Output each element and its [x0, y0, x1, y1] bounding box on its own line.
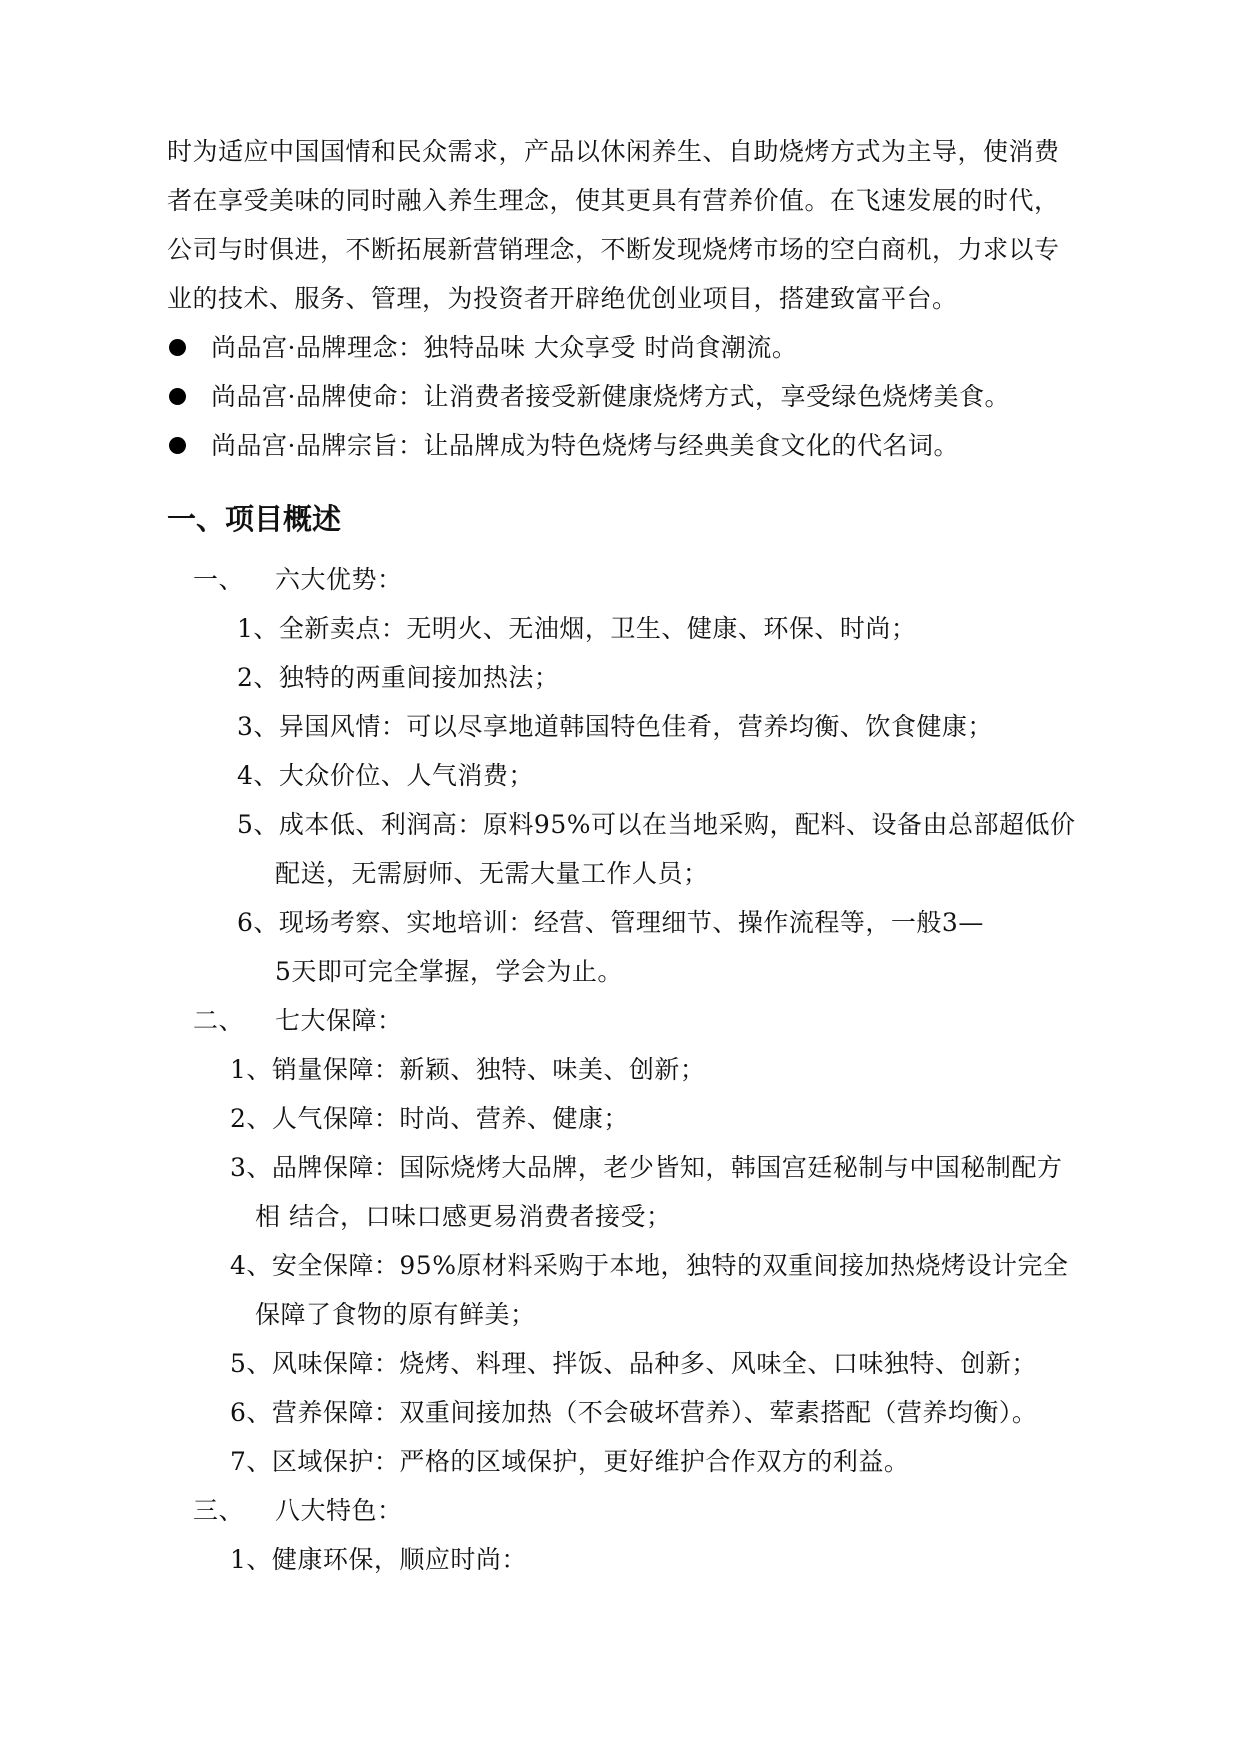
list-item: 3、异国风情：可以尽享地道韩国特色佳肴，营养均衡、饮食健康； — [237, 712, 993, 741]
list-item-continuation: 5天即可完全掌握，学会为止。 — [275, 957, 623, 986]
bullet-text: 尚品宫·品牌理念：独特品味 大众享受 时尚食潮流。 — [211, 333, 798, 362]
bullet-dot-icon — [169, 339, 186, 356]
subsection-title: 六大优势： — [275, 565, 403, 594]
bullet-text: 尚品宫·品牌使命：让消费者接受新健康烧烤方式，享受绿色烧烤美食。 — [211, 382, 1010, 411]
bullet-text: 尚品宫·品牌宗旨：让品牌成为特色烧烤与经典美食文化的代名词。 — [211, 431, 959, 460]
list-item: 3、品牌保障：国际烧烤大品牌，老少皆知，韩国宫廷秘制与中国秘制配方 — [230, 1153, 1063, 1182]
list-item-continuation: 相 结合，口味口感更易消费者接受； — [255, 1202, 672, 1231]
bullet-dot-icon — [169, 437, 186, 454]
list-item: 1、健康环保，顺应时尚： — [230, 1545, 527, 1574]
list-item: 6、现场考察、实地培训：经营、管理细节、操作流程等，一般3— — [237, 908, 984, 937]
subsection-title: 七大保障： — [275, 1006, 403, 1035]
list-item: 5、风味保障：烧烤、料理、拌饭、品种多、风味全、口味独特、创新； — [230, 1349, 1037, 1378]
subsection-number: 一、 — [193, 565, 245, 594]
list-item: 5、成本低、利润高：原料95%可以在当地采购，配料、设备由总部超低价 — [237, 810, 1076, 839]
list-item: 1、全新卖点：无明火、无油烟，卫生、健康、环保、时尚； — [237, 614, 917, 643]
list-item: 1、销量保障：新颖、独特、味美、创新； — [230, 1055, 706, 1084]
list-item-continuation: 配送，无需厨师、无需大量工作人员； — [275, 859, 709, 888]
intro-line: 业的技术、服务、管理，为投资者开辟绝优创业项目，搭建致富平台。 — [167, 284, 958, 313]
intro-line: 公司与时俱进，不断拓展新营销理念，不断发现烧烤市场的空白商机，力求以专 — [167, 235, 1060, 264]
subsection-number: 三、 — [193, 1496, 245, 1525]
list-item: 2、人气保障：时尚、营养、健康； — [230, 1104, 629, 1133]
list-item: 7、区域保护：严格的区域保护，更好维护合作双方的利益。 — [230, 1447, 910, 1476]
bullet-dot-icon — [169, 388, 186, 405]
list-item: 6、营养保障：双重间接加热（不会破坏营养）、荤素搭配（营养均衡）。 — [230, 1398, 1038, 1427]
subsection-number: 二、 — [193, 1006, 245, 1035]
section-heading: 一、项目概述 — [167, 502, 342, 536]
list-item: 2、独特的两重间接加热法； — [237, 663, 560, 692]
intro-line: 时为适应中国国情和民众需求，产品以休闲养生、自助烧烤方式为主导，使消费 — [167, 137, 1060, 166]
list-item: 4、安全保障：95%原材料采购于本地，独特的双重间接加热烧烤设计完全 — [230, 1251, 1069, 1280]
subsection-title: 八大特色： — [275, 1496, 403, 1525]
list-item: 4、大众价位、人气消费； — [237, 761, 534, 790]
intro-line: 者在享受美味的同时融入养生理念，使其更具有营养价值。在飞速发展的时代， — [167, 186, 1060, 215]
list-item-continuation: 保障了食物的原有鲜美； — [255, 1300, 536, 1329]
